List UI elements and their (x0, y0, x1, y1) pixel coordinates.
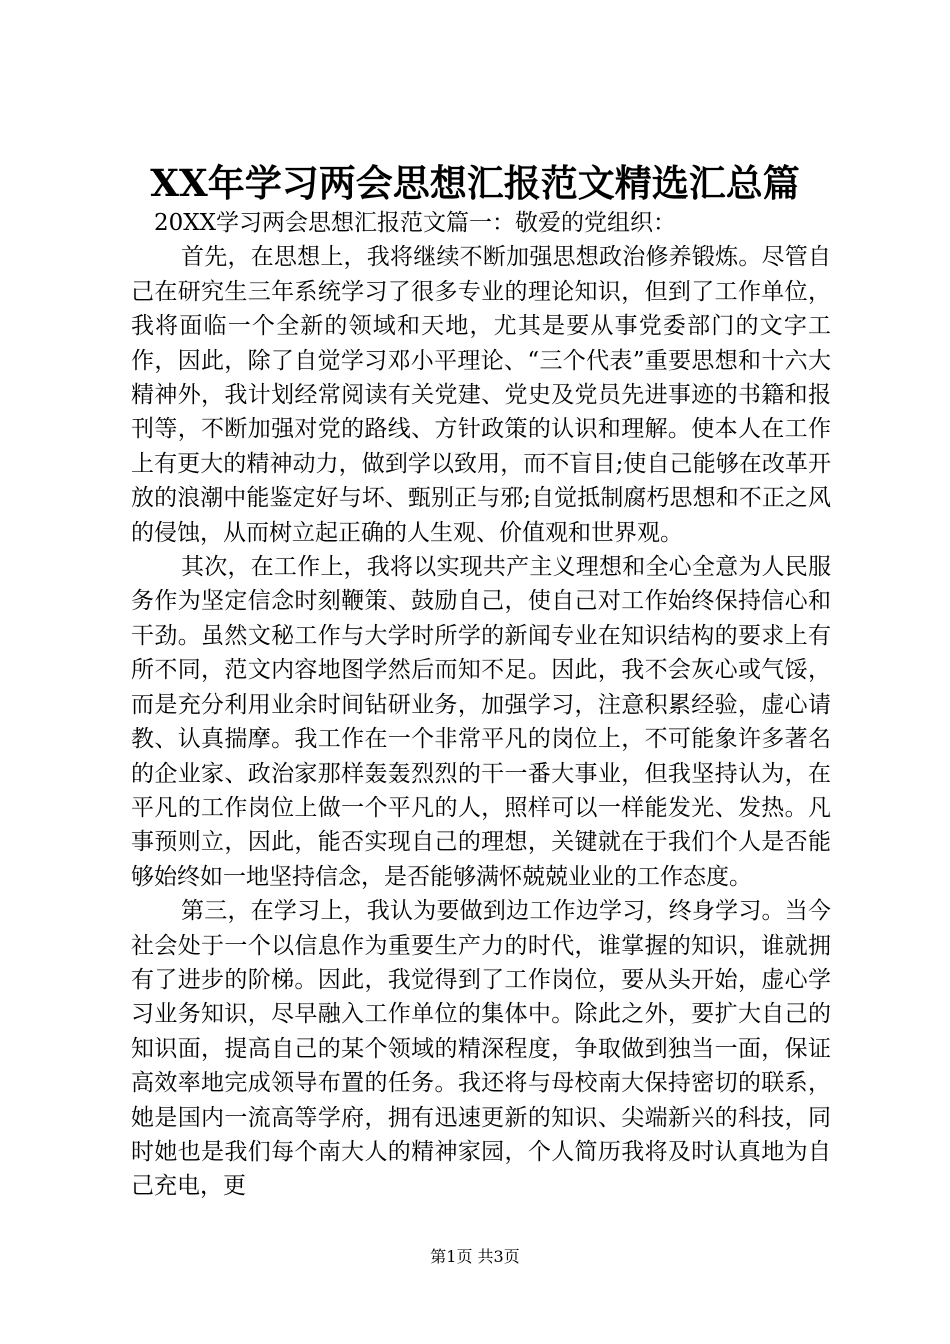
paragraph-thought: 首先，在思想上，我将继续不断加强思想政治修养锻炼。尽管自己在研究生三年系统学习了很多专业的理论知识，但到了工作单位，我将面临一个全新的领域和天地，尤其是要从事党委部门的文字工作，因此，除了自觉学习邓小平理论、“三个代表”重要思想和十六大精神外，我计划经常阅读有关党建、党史及党员先进事迹的书籍和报刊等，不断加强对党的路线、方针政策的认识和理解。使本人在工作上有更大的精神动力，做到学以致用，而不盲目;使自己能够在改革开放的浪潮中能鉴定好与坏、甄别正与邪;自觉抵制腐朽思想和不正之风的侵蚀，从而树立起正确的人生观、价值观和世界观。 (131, 244, 831, 546)
paragraph-work: 其次，在工作上，我将以实现共产主义理想和全心全意为人民服务作为坚定信念时刻鞭策、鼓励自己，使自己对工作始终保持信心和干劲。虽然文秘工作与大学时所学的新闻专业在知识结构的要求上有所不同，范文内容地图学然后而知不足。因此，我不会灰心或气馁，而是充分利用业余时间钻研业务，加强学习，注意积累经验，虚心请教、认真揣摩。我工作在一个非常平凡的岗位上，不可能象许多著名的企业家、政治家那样轰轰烈烈的干一番大事业，但我坚持认为，在平凡的工作岗位上做一个平凡的人，照样可以一样能发光、发热。凡事预则立，因此，能否实现自己的理想，关键就在于我们个人是否能够始终如一地坚持信念，是否能够满怀兢兢业业的工作态度。 (131, 554, 831, 890)
intro-line: 20XX学习两会思想汇报范文篇一：敬爱的党组织： (154, 210, 677, 236)
paragraph-study: 第三，在学习上，我认为要做到边工作边学习，终身学习。当今社会处于一个以信息作为重要生产力的时代，谁掌握的知识，谁就拥有了进步的阶梯。因此，我觉得到了工作岗位，要从头开始，虚心学习业务知识，尽早融入工作单位的集体中。除此之外，要扩大自己的知识面，提高自己的某个领域的精深程度，争取做到独当一面，保证高效率地完成领导布置的任务。我还将与母校南大保持密切的联系，她是国内一流高等学府，拥有迅速更新的知识、尖端新兴的科技，同时她也是我们每个南大人的精神家园，个人简历我将及时认真地为自己充电，更 (131, 898, 831, 1200)
document-body (131, 206, 831, 1204)
document-title: XX年学习两会思想汇报范文精选汇总篇 (150, 161, 800, 205)
page-footer: 第1页 共3页 (430, 1247, 520, 1266)
